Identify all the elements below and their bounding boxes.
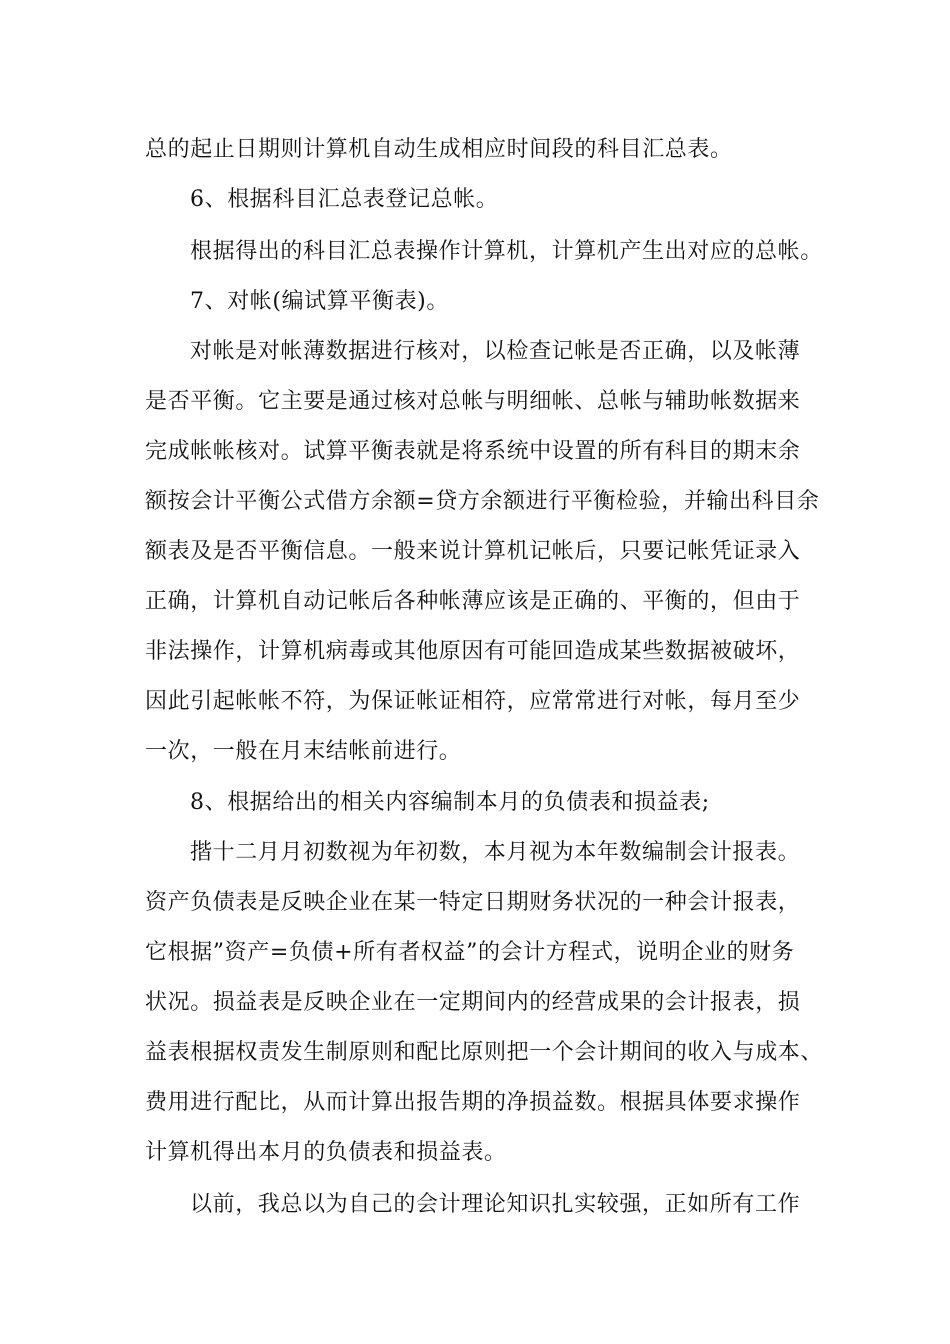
text-line-13: 一次，一般在月末结帐前进行。 (145, 739, 462, 764)
text-line-17: 它根据”资产=负债+所有者权益”的会计方程式，说明企业的财务 (145, 940, 795, 965)
text-line-7: 完成帐帐核对。试算平衡表就是将系统中设置的所有科目的期末余 (145, 439, 801, 464)
text-line-12: 因此引起帐帐不符，为保证帐证相符，应常常进行对帐，每月至少 (145, 689, 801, 714)
text-line-20: 费用进行配比，从而计算出报告期的净损益数。根据具体要求操作 (145, 1090, 801, 1115)
heading-step-8: 8、根据给出的相关内容编制本月的负债表和损益表; (190, 790, 710, 815)
text-line-9: 额表及是否平衡信息。一般来说计算机记帐后，只要记帐凭证录入 (145, 539, 801, 564)
text-line-19: 益表根据权责发生制原则和配比原则把一个会计期间的收入与成本、 (145, 1040, 824, 1065)
text-line-8: 额按会计平衡公式借方余额=贷方余额进行平衡检验，并输出科目余 (145, 489, 820, 514)
text-line-22: 以前，我总以为自己的会计理论知识扎实较强，正如所有工作 (190, 1192, 801, 1217)
text-line-11: 非法操作，计算机病毒或其他原因有可能回造成某些数据被破坏， (145, 639, 801, 664)
text-line-5: 对帐是对帐薄数据进行核对，以检查记帐是否正确，以及帐薄 (190, 339, 801, 364)
heading-step-7: 7、对帐(编试算平衡表)。 (190, 289, 449, 314)
text-line-15: 揩十二月月初数视为年初数，本月视为本年数编制会计报表。 (190, 840, 801, 865)
text-line-6: 是否平衡。它主要是通过核对总帐与明细帐、总帐与辅助帐数据来 (145, 389, 801, 414)
heading-step-6: 6、根据科目汇总表登记总帐。 (190, 187, 499, 212)
text-line-1: 总的起止日期则计算机自动生成相应时间段的科目汇总表。 (145, 137, 733, 162)
text-line-10: 正确，计算机自动记帐后各种帐薄应该是正确的、平衡的，但由于 (145, 589, 801, 614)
text-line-18: 状况。损益表是反映企业在一定期间内的经营成果的会计报表，损 (145, 990, 801, 1015)
text-line-16: 资产负债表是反映企业在某一特定日期财务状况的一种会计报表， (145, 890, 801, 915)
text-line-3: 根据得出的科目汇总表操作计算机，计算机产生出对应的总帐。 (190, 239, 823, 264)
text-line-21: 计算机得出本月的负债表和损益表。 (145, 1140, 507, 1165)
